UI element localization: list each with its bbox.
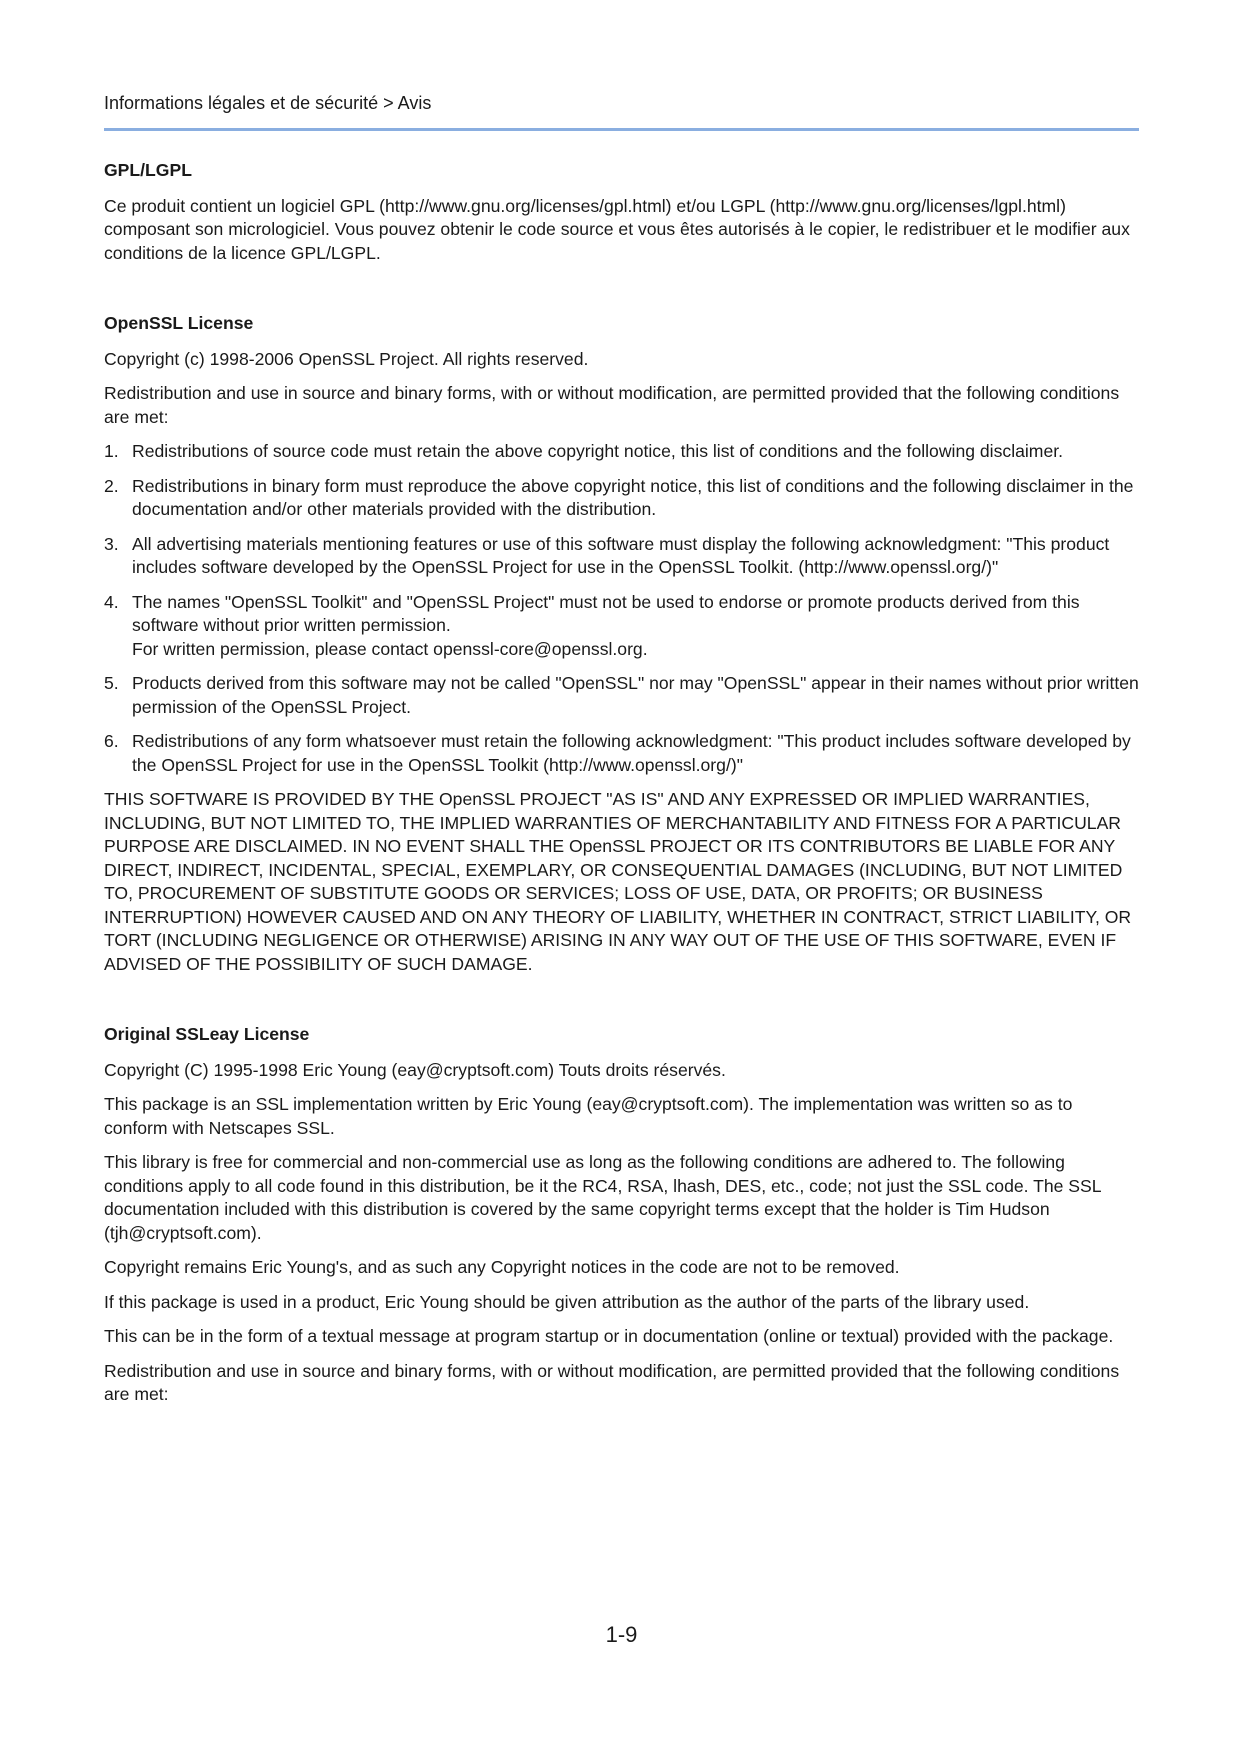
openssl-disclaimer: THIS SOFTWARE IS PROVIDED BY THE OpenSSL PROJECT "AS IS" AND ANY EXPRESSED OR IMPLIED WARRANTIES, INCLUDING, BUT NOT LIMITED TO, THE IMPLIED WARRANTIES OF MERCHANTABILITY AND FITNESS FOR A PARTICULAR PURPOSE ARE DISCLAIMED. IN NO EVENT SHALL THE OpenSSL PROJECT OR ITS CONTRIBUTORS BE LIABLE FOR ANY DIRECT, INDIRECT, INCIDENTAL, SPECIAL, EXEMPLARY, OR CONSEQUENTIAL DAMAGES (INCLUDING, BUT NOT LIMITED TO, PROCUREMENT OF SUBSTITUTE GOODS OR SERVICES; LOSS OF USE, DATA, OR PROFITS; OR BUSINESS INTERRUPTION) HOWEVER CAUSED AND ON ANY THEORY OF LIABILITY, WHETHER IN CONTRACT, STRICT LIABILITY, OR TORT (INCLUDING NEGLIGENCE OR OTHERWISE) ARISING IN ANY WAY OUT OF THE USE OF THIS SOFTWARE, EVEN IF ADVISED OF THE POSSIBILITY OF SUCH DAMAGE. (104, 789, 1132, 974)
list-number: 5. (104, 673, 119, 693)
section-title-gpl: GPL/LGPL (104, 160, 192, 180)
list-number: 2. (104, 475, 119, 496)
list-number: 3. (104, 533, 119, 554)
section-ssleay (104, 1023, 1139, 1407)
list-item (104, 533, 1139, 580)
page-number: 1-9 (605, 1622, 638, 1647)
openssl-copyright: Copyright (c) 1998-2006 OpenSSL Project. All rights reserved. (104, 348, 589, 369)
section-title-openssl: OpenSSL License (104, 313, 254, 333)
list-item (104, 591, 1139, 662)
list-number: 1. (104, 441, 119, 461)
list-text: Redistributions of source code must retain the above copyright notice, this list of conditions and the following disclaimer. (132, 441, 1064, 461)
ssleay-paragraph: If this package is used in a product, Eric Young should be given attribution as the author of the parts of the library used. (104, 1291, 1030, 1312)
list-text: Redistributions in binary form must reproduce the above copyright notice, this list of conditions and the following disclaimer in the documentation and/or other materials provided with the distribution. (132, 475, 1134, 519)
section-title-ssleay: Original SSLeay License (104, 1024, 310, 1044)
gpl-body: Ce produit contient un logiciel GPL (http://www.gnu.org/licenses/gpl.html) et/ou LGPL (http://www.gnu.org/licenses/lgpl.html) composant son micrologiciel. Vous pouvez obtenir le code source et vous êtes autorisés à le copier, le redistribuer et le modifier aux conditions de la licence GPL/LGPL. (104, 195, 1130, 263)
ssleay-paragraph: This library is free for commercial and non-commercial use as long as the following conditions are adhered to. The following conditions apply to all code found in this distribution, be it the RC4, RSA, lhash, DES, etc., code; not just the SSL code. The SSL documentation included with this distribution is covered by the same copyright terms except that the holder is Tim Hudson (tjh@cryptsoft.com). (104, 1152, 1101, 1243)
list-text: The names "OpenSSL Toolkit" and "OpenSSL Project" must not be used to endorse or promote products derived from this software without prior written permission. (132, 591, 1080, 635)
list-item (104, 672, 1139, 719)
list-number: 4. (104, 591, 119, 612)
breadcrumb: Informations légales et de sécurité > Avis (104, 93, 432, 113)
ssleay-paragraph: Redistribution and use in source and binary forms, with or without modification, are permitted provided that the following conditions are met: (104, 1360, 1120, 1404)
list-item (104, 730, 1139, 777)
section-openssl (104, 312, 1139, 976)
list-text-continued: For written permission, please contact openssl-core@openssl.org. (132, 638, 648, 659)
ssleay-paragraph: Copyright remains Eric Young's, and as such any Copyright notices in the code are not to be removed. (104, 1257, 900, 1277)
list-text: All advertising materials mentioning features or use of this software must display the following acknowledgment: "This product includes software developed by the OpenSSL Project for use in the OpenSSL Toolkit. (http://www.openssl.org/)" (132, 533, 1110, 577)
ssleay-paragraph: Copyright (C) 1995-1998 Eric Young (eay@cryptsoft.com) Touts droits réservés. (104, 1059, 726, 1080)
list-text: Products derived from this software may not be called "OpenSSL" nor may "OpenSSL" appear in their names without prior written permission of the OpenSSL Project. (132, 673, 1139, 717)
section-gpl (104, 159, 1139, 265)
ssleay-paragraph: This package is an SSL implementation written by Eric Young (eay@cryptsoft.com). The implementation was written so as to conform with Netscapes SSL. (104, 1094, 1073, 1138)
openssl-conditions-list (104, 440, 1139, 777)
list-item (104, 475, 1139, 522)
content (104, 159, 1139, 1418)
ssleay-paragraph: This can be in the form of a textual message at program startup or in documentation (online or textual) provided with the package. (104, 1326, 1114, 1346)
list-text: Redistributions of any form whatsoever must retain the following acknowledgment: "This product includes software developed by the OpenSSL Project for use in the OpenSSL Toolkit (http://www.openssl.org/)" (132, 731, 1131, 775)
list-item (104, 440, 1139, 464)
openssl-intro: Redistribution and use in source and binary forms, with or without modification, are permitted provided that the following conditions are met: (104, 383, 1120, 427)
header-divider (104, 128, 1139, 131)
list-number: 6. (104, 731, 119, 751)
